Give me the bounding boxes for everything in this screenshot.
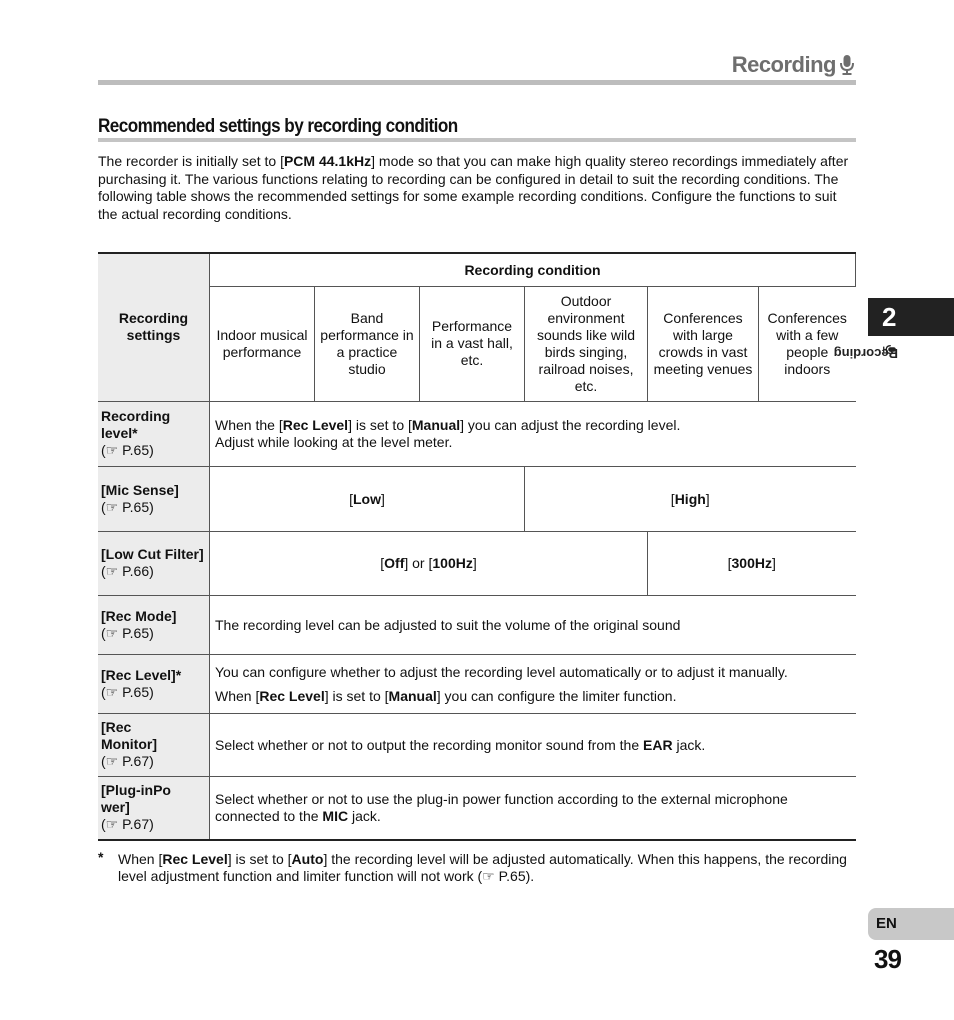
pointing-hand-icon: ☞ xyxy=(105,498,119,515)
value-text: ] or [ xyxy=(404,555,433,571)
chapter-label-text xyxy=(833,345,898,361)
chapter-label-word: Recording xyxy=(833,346,898,361)
language-label: EN xyxy=(876,915,897,932)
page-ref-number: P.66 xyxy=(122,563,150,579)
value-text: When the [ xyxy=(215,416,283,433)
value-text: jack. xyxy=(672,736,706,753)
pointing-hand-icon: ☞ xyxy=(105,442,119,458)
footnote-part: ] is set to [ xyxy=(227,851,292,867)
condition-cell: Conferences with a few people indoors xyxy=(759,286,856,401)
setting-value xyxy=(210,713,856,776)
condition-cell: Band performance in a practice studio xyxy=(315,286,420,401)
table-row xyxy=(98,595,856,654)
setting-value xyxy=(210,401,856,466)
settings-table xyxy=(98,252,856,841)
setting-name xyxy=(98,713,210,776)
microphone-icon xyxy=(840,55,854,75)
page-ref-number: P.67 xyxy=(122,816,150,833)
value-text: Select whether or not to use the plug-in power function according to the external microphone connected to the xyxy=(215,790,788,824)
page-ref-number: P.65 xyxy=(122,624,150,641)
setting-name xyxy=(98,654,210,713)
page-ref: (☞ P.65) xyxy=(101,683,154,700)
footnote-marker: * xyxy=(98,849,104,865)
page-ref-number: P.65 xyxy=(122,442,150,458)
footnote-part: When [ xyxy=(118,851,163,867)
value-text: ] is set to [ xyxy=(348,416,412,433)
intro-text: The recorder is initially set to [ xyxy=(98,153,284,169)
page-ref: (☞ P.65) xyxy=(101,624,154,641)
setting-value xyxy=(210,776,856,840)
condition-cell: Performance in a vast hall, etc. xyxy=(420,286,525,401)
intro-paragraph xyxy=(98,153,858,223)
page-ref: (☞ P.67) xyxy=(101,816,154,833)
setting-value xyxy=(210,654,856,713)
condition-cell: Conferences with large crowds in vast meeting venues xyxy=(648,286,759,401)
page-ref-number: P.65 xyxy=(122,683,150,700)
value-text: You can configure whether to adjust the recording level automatically or to adjust it manually. xyxy=(215,663,788,680)
pointing-hand-icon: ☞ xyxy=(482,868,495,884)
setting-label: Recording level* xyxy=(101,408,171,441)
page-ref: (☞ P.66) xyxy=(101,563,154,579)
page-ref-number: P.67 xyxy=(122,753,150,769)
footnote-text xyxy=(118,851,856,885)
setting-value: The recording level can be adjusted to suit the volume of the original sound xyxy=(210,595,856,654)
setting-label: [Plug-inPower] xyxy=(101,782,171,816)
footnote-part: Auto xyxy=(291,851,324,867)
setting-name xyxy=(98,466,210,531)
condition-cell: Outdoor environment sounds like wild birds singing, railroad noises, etc. xyxy=(525,286,648,401)
table-row xyxy=(98,713,856,776)
value-text: 100Hz xyxy=(432,555,473,571)
chapter-label xyxy=(833,345,902,435)
value-text: Rec Level xyxy=(259,687,325,704)
setting-name xyxy=(98,531,210,595)
setting-label: [Low Cut Filter] xyxy=(101,546,204,562)
setting-value: [High] xyxy=(525,466,856,531)
value-text: When [ xyxy=(215,687,260,704)
setting-value: [300Hz] xyxy=(648,531,856,595)
value-text: ] you can configure the limiter function. xyxy=(436,687,677,704)
section-rule xyxy=(98,138,856,142)
pointing-hand-icon: ☞ xyxy=(105,683,119,700)
value-text: High xyxy=(674,490,706,507)
setting-name xyxy=(98,776,210,840)
footnote-part: ] the recording level will be adjusted automatically. When this happens, the recording level adjustment function and limiter function will not work ( xyxy=(118,851,847,884)
setting-label: [Rec Monitor] xyxy=(101,719,157,752)
section-title: Recommended settings by recording condition xyxy=(98,116,458,137)
page-ref: (☞ P.65) xyxy=(101,442,154,458)
value-text: jack. xyxy=(348,807,381,824)
table-row xyxy=(98,401,856,466)
setting-value: [Low] xyxy=(210,466,525,531)
pointing-hand-icon: ☞ xyxy=(105,624,119,641)
table-row xyxy=(98,654,856,713)
page-number: 39 xyxy=(874,944,901,974)
intro-text: ] mode so that you can make high quality stereo recordings immediately after purchasing it. The various functions relating to recording can be configured in detail to suit the recording conditions. The following table shows the recommended settings for some example recording conditions. Configure the functions to suit the actual recording conditions. xyxy=(98,153,849,222)
table-row xyxy=(98,466,856,531)
value-text: EAR xyxy=(643,736,673,753)
value-text: Off xyxy=(384,555,405,571)
setting-label: [Rec Mode] xyxy=(101,607,177,624)
running-header xyxy=(732,52,854,78)
header-rule xyxy=(98,80,856,85)
value-text: MIC xyxy=(322,807,349,824)
value-text: ] is set to [ xyxy=(324,687,389,704)
setting-name xyxy=(98,401,210,466)
table-row xyxy=(98,531,856,595)
setting-label: [Rec Level]* xyxy=(101,666,182,683)
intro-mode: PCM 44.1kHz xyxy=(283,153,372,169)
value-text: Manual xyxy=(411,416,461,433)
chapter-tab xyxy=(868,298,954,336)
table-row xyxy=(98,776,856,840)
value-text: Manual xyxy=(388,687,437,704)
value-text: ] you can adjust the recording level. xyxy=(460,416,681,433)
settings-header: Recording settings xyxy=(98,253,210,401)
value-text: Adjust while looking at the level meter. xyxy=(215,433,453,450)
value-text: Select whether or not to output the recording monitor sound from the xyxy=(215,736,644,753)
pointing-hand-icon: ☞ xyxy=(105,563,119,579)
language-tab xyxy=(868,908,954,940)
condition-cell: Indoor musical performance xyxy=(210,286,315,401)
value-text: Rec Level xyxy=(282,416,349,433)
footnote xyxy=(98,851,856,885)
setting-name xyxy=(98,595,210,654)
page-ref-number: P.65 xyxy=(122,498,150,515)
footnote-part: Rec Level xyxy=(162,851,228,867)
value-text: Low xyxy=(353,490,381,507)
chapter-number: 2 xyxy=(882,302,897,332)
page-ref: (☞ P.65) xyxy=(101,498,154,515)
page-ref: (☞ P.67) xyxy=(101,753,154,769)
setting-value: [Off] or [100Hz] xyxy=(210,531,648,595)
value-text: 300Hz xyxy=(731,555,772,571)
setting-label: [Mic Sense] xyxy=(101,481,179,498)
running-header-text: Recording xyxy=(731,52,836,77)
condition-header: Recording condition xyxy=(210,253,856,286)
footnote-part: P.65). xyxy=(494,868,535,884)
pointing-hand-icon: ☞ xyxy=(105,816,119,833)
pointing-hand-icon: ☞ xyxy=(105,753,119,769)
